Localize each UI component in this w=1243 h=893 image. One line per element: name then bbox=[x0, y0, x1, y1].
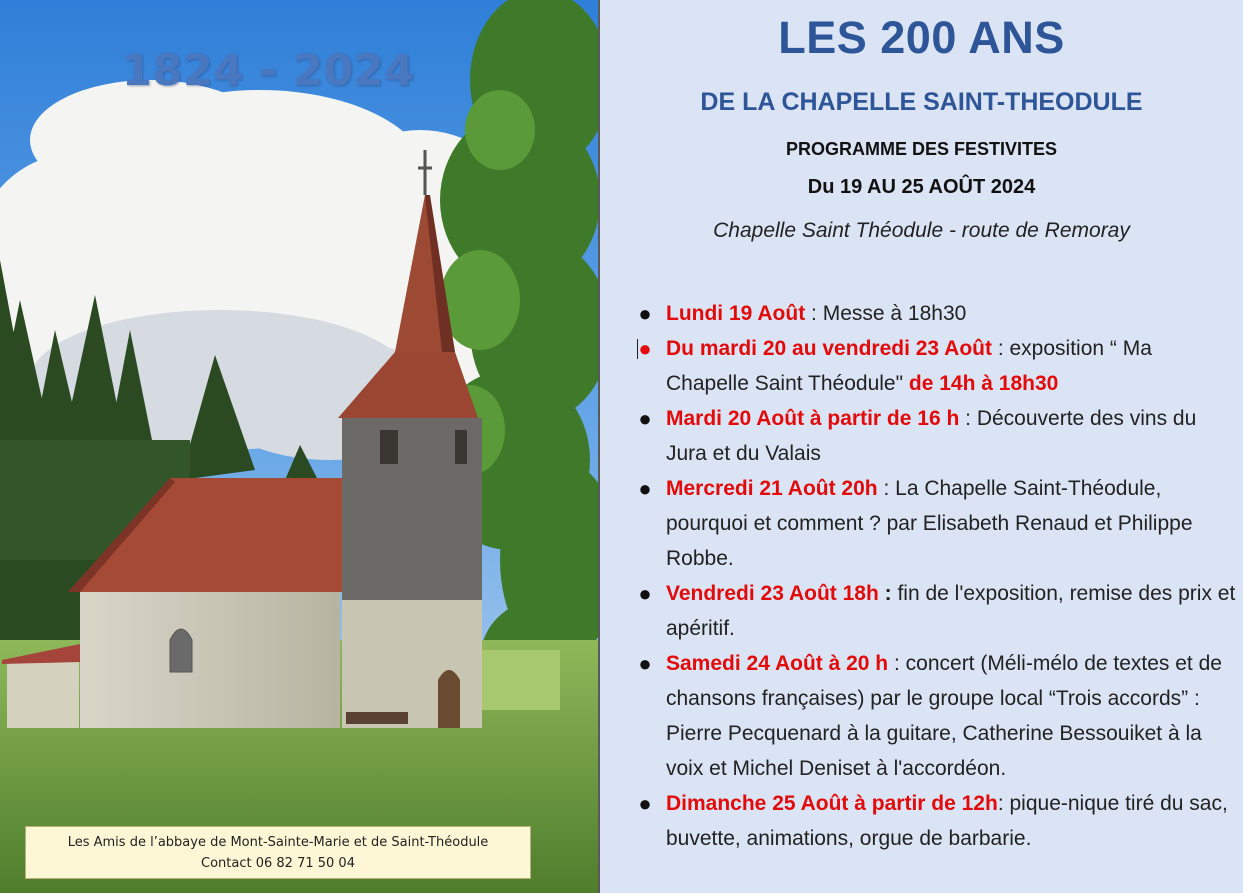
list-item: ● Mardi 20 Août à partir de 16 h : Découverte des vins du Jura et du Valais bbox=[636, 401, 1236, 471]
event-description: pique-nique tiré du sac, buvette, animations, orgue de barbarie. bbox=[666, 792, 1228, 850]
bullet-icon: ● bbox=[638, 791, 652, 816]
event-date: Lundi 19 Août bbox=[666, 302, 806, 325]
chapel-photo bbox=[0, 0, 598, 893]
chapel-window bbox=[170, 629, 192, 672]
event-date: Du mardi 20 au vendredi 23 Août bbox=[666, 337, 992, 360]
event-description: concert (Méli-mélo de textes et de chansons françaises) par le groupe local “Trois accords” : Pierre Pecquenard à la guitare, Catherine Bessouiket à la voix et Michel Deniset à l'accordéon. bbox=[666, 652, 1222, 780]
list-item: ● Lundi 19 Août : Messe à 18h30 bbox=[636, 296, 1236, 331]
text-cursor bbox=[637, 339, 638, 359]
list-item: ● Samedi 24 Août à 20 h : concert (Méli-mélo de textes et de chansons françaises) par le groupe local “Trois accords” : Pierre Pecquenard à la guitare, Catherine Bessouiket à la voix et Michel Deniset à l'accordéon. bbox=[636, 646, 1236, 786]
chapel-illustration bbox=[0, 0, 598, 893]
event-description: La Chapelle Saint-Théodule, pourquoi et comment ? par Elisabeth Renaud et Philippe Robbe. bbox=[666, 477, 1193, 570]
anniversary-years: 1824 - 2024 bbox=[122, 46, 415, 96]
bullet-icon: ● bbox=[638, 301, 652, 326]
list-item: ● Vendredi 23 Août 18h : fin de l'exposition, remise des prix et apéritif. bbox=[636, 576, 1236, 646]
organizer-name: Les Amis de l’abbaye de Mont-Sainte-Marie et de Saint-Théodule bbox=[67, 835, 489, 850]
bullet-icon: ● bbox=[638, 406, 652, 431]
page-subtitle: DE LA CHAPELLE SAINT-THEODULE bbox=[700, 88, 1143, 116]
nave bbox=[80, 590, 340, 728]
bullet-icon: ● bbox=[638, 476, 652, 501]
event-hours: de 14h à 18h30 bbox=[908, 372, 1059, 395]
programme-panel bbox=[600, 0, 1243, 893]
bullet-icon: ● bbox=[638, 581, 652, 606]
annex bbox=[7, 660, 79, 728]
event-date: Vendredi 23 Août 18h bbox=[666, 582, 879, 605]
festival-dates: Du 19 AU 25 AOÛT 2024 bbox=[807, 176, 1036, 198]
event-description: Messe à 18h30 bbox=[822, 302, 967, 325]
venue-address: Chapelle Saint Théodule - route de Remoray bbox=[713, 219, 1130, 242]
programme-heading: PROGRAMME DES FESTIVITES bbox=[785, 139, 1058, 159]
event-date: Mardi 20 Août à partir de 16 h bbox=[666, 407, 960, 430]
page-title: LES 200 ANS bbox=[778, 12, 1065, 63]
bullet-icon: ● bbox=[638, 651, 652, 676]
list-item: ● Mercredi 21 Août 20h : La Chapelle Saint-Théodule, pourquoi et comment ? par Elisabeth Renaud et Philippe Robbe. bbox=[636, 471, 1236, 576]
list-item: ● Dimanche 25 Août à partir de 12h: pique-nique tiré du sac, buvette, animations, orgue de barbarie. bbox=[636, 786, 1236, 856]
event-date: Mercredi 21 Août 20h bbox=[666, 477, 878, 500]
organizer-contact-box bbox=[25, 826, 531, 879]
contact-phone: Contact 06 82 71 50 04 bbox=[201, 856, 355, 871]
chapel-door bbox=[438, 670, 460, 728]
event-list bbox=[636, 296, 1236, 856]
event-description: exposition “ Ma Chapelle Saint Théodule" bbox=[666, 337, 1152, 395]
event-date: Dimanche 25 Août à partir de 12h bbox=[666, 792, 998, 815]
event-description: Découverte des vins du Jura et du Valais bbox=[666, 407, 1197, 465]
event-description: fin de l'exposition, remise des prix et apéritif. bbox=[666, 582, 1236, 640]
bullet-icon: ● bbox=[638, 336, 652, 361]
event-date: Samedi 24 Août à 20 h bbox=[666, 652, 889, 675]
list-item: ● Du mardi 20 au vendredi 23 Août : exposition “ Ma Chapelle Saint Théodule" de 14h à 18h30 bbox=[636, 331, 1236, 401]
